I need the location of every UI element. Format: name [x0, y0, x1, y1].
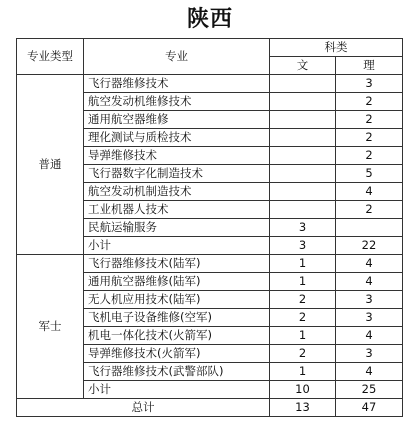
wen-cell: 1 — [270, 255, 336, 273]
wen-cell: 1 — [270, 363, 336, 381]
major-cell: 工业机器人技术 — [84, 201, 270, 219]
li-cell: 2 — [336, 93, 403, 111]
wen-cell — [270, 75, 336, 93]
major-cell: 飞行器维修技术(武警部队) — [84, 363, 270, 381]
enrollment-table — [16, 38, 403, 417]
major-cell: 通用航空器维修(陆军) — [84, 273, 270, 291]
major-cell: 理化测试与质检技术 — [84, 129, 270, 147]
group-name: 军士 — [17, 255, 84, 399]
wen-cell: 2 — [270, 345, 336, 363]
wen-cell: 1 — [270, 327, 336, 345]
li-cell: 2 — [336, 201, 403, 219]
major-cell: 飞行器数字化制造技术 — [84, 165, 270, 183]
li-cell: 4 — [336, 183, 403, 201]
total-row — [17, 399, 403, 417]
major-cell: 小计 — [84, 381, 270, 399]
wen-cell: 3 — [270, 219, 336, 237]
total-li: 47 — [336, 399, 403, 417]
major-cell: 飞行器维修技术(陆军) — [84, 255, 270, 273]
wen-cell — [270, 93, 336, 111]
wen-cell — [270, 183, 336, 201]
major-cell: 航空发动机维修技术 — [84, 93, 270, 111]
major-cell: 航空发动机制造技术 — [84, 183, 270, 201]
wen-cell — [270, 147, 336, 165]
page-title: 陕西 — [186, 6, 233, 32]
wen-cell: 2 — [270, 291, 336, 309]
li-cell: 3 — [336, 345, 403, 363]
li-cell: 4 — [336, 255, 403, 273]
li-cell: 2 — [336, 129, 403, 147]
li-cell: 3 — [336, 291, 403, 309]
wen-cell — [270, 111, 336, 129]
li-cell: 4 — [336, 273, 403, 291]
group-name: 普通 — [17, 75, 84, 255]
total-wen: 13 — [270, 399, 336, 417]
wen-cell — [270, 201, 336, 219]
li-cell: 2 — [336, 147, 403, 165]
li-cell: 3 — [336, 75, 403, 93]
wen-cell: 3 — [270, 237, 336, 255]
li-cell: 3 — [336, 309, 403, 327]
major-cell: 小计 — [84, 237, 270, 255]
li-cell — [336, 219, 403, 237]
header-li: 理 — [336, 57, 403, 75]
total-label: 总计 — [17, 399, 270, 417]
wen-cell: 2 — [270, 309, 336, 327]
li-cell: 2 — [336, 111, 403, 129]
major-cell: 飞机电子设备维修(空军) — [84, 309, 270, 327]
li-cell: 5 — [336, 165, 403, 183]
header-major: 专业 — [84, 39, 270, 75]
li-cell: 25 — [336, 381, 403, 399]
major-cell: 民航运输服务 — [84, 219, 270, 237]
wen-cell: 1 — [270, 273, 336, 291]
major-cell: 导弹维修技术(火箭军) — [84, 345, 270, 363]
li-cell: 4 — [336, 327, 403, 345]
header-row — [17, 39, 403, 57]
wen-cell: 10 — [270, 381, 336, 399]
wen-cell — [270, 165, 336, 183]
wen-cell — [270, 129, 336, 147]
table-row — [17, 255, 403, 273]
major-cell: 飞行器维修技术 — [84, 75, 270, 93]
major-cell: 导弹维修技术 — [84, 147, 270, 165]
li-cell: 4 — [336, 363, 403, 381]
header-wen: 文 — [270, 57, 336, 75]
major-cell: 通用航空器维修 — [84, 111, 270, 129]
table-row — [17, 75, 403, 93]
header-type: 专业类型 — [17, 39, 84, 75]
major-cell: 无人机应用技术(陆军) — [84, 291, 270, 309]
major-cell: 机电一体化技术(火箭军) — [84, 327, 270, 345]
header-subject: 科类 — [270, 39, 403, 57]
li-cell: 22 — [336, 237, 403, 255]
